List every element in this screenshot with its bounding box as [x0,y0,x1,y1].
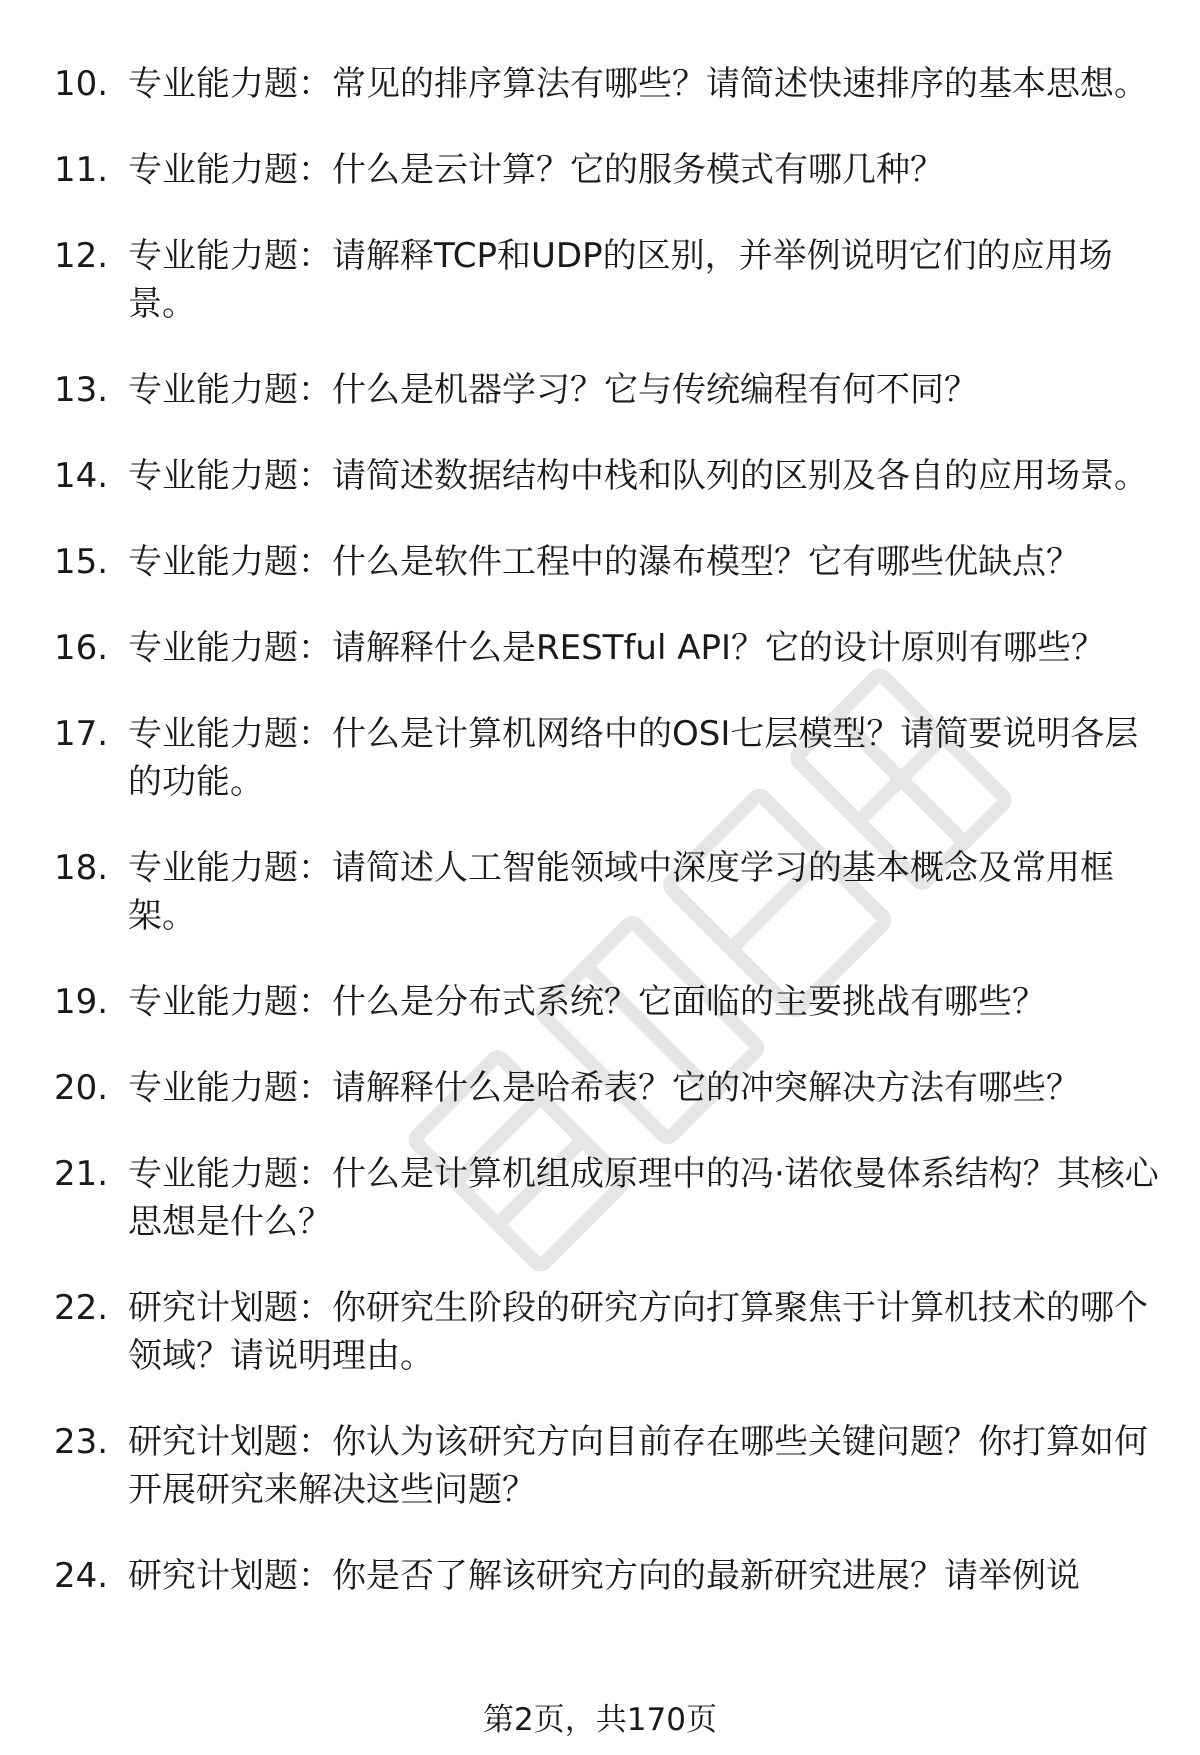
question-number: 21. [54,1154,109,1194]
list-item [54,844,1164,940]
question-number: 19. [54,982,109,1022]
question-text: 专业能力题：请解释什么是哈希表？它的冲突解决方法有哪些？ [128,1068,1080,1108]
list-item [54,1064,1164,1112]
question-number: 17. [54,714,109,754]
list-item [54,710,1164,806]
question-text: 专业能力题：什么是计算机网络中的OSI七层模型？请简要说明各层的功能。 [128,714,1139,802]
question-list [54,60,1164,1638]
question-text: 专业能力题：什么是云计算？它的服务模式有哪几种？ [128,150,944,190]
list-item [54,978,1164,1026]
question-number: 20. [54,1068,109,1108]
question-number: 12. [54,236,109,276]
question-number: 13. [54,370,109,410]
question-number: 15. [54,542,109,582]
question-text: 专业能力题：请简述数据结构中栈和队列的区别及各自的应用场景。 [128,456,1148,496]
list-item [54,366,1164,414]
question-text: 专业能力题：什么是计算机组成原理中的冯·诺依曼体系结构？其核心思想是什么？ [128,1154,1159,1242]
list-item [54,538,1164,586]
question-text: 专业能力题：什么是软件工程中的瀑布模型？它有哪些优缺点？ [128,542,1080,582]
list-item [54,146,1164,194]
question-number: 24. [54,1556,109,1596]
list-item [54,1150,1164,1246]
question-number: 11. [54,150,109,190]
list-item [54,452,1164,500]
question-number: 16. [54,628,109,668]
question-text: 研究计划题：你是否了解该研究方向的最新研究进展？请举例说 [128,1556,1080,1596]
question-number: 22. [54,1288,109,1328]
question-text: 专业能力题：常见的排序算法有哪些？请简述快速排序的基本思想。 [128,64,1148,104]
question-number: 23. [54,1422,109,1462]
question-text: 专业能力题：什么是分布式系统？它面临的主要挑战有哪些？ [128,982,1046,1022]
question-text: 研究计划题：你认为该研究方向目前存在哪些关键问题？你打算如何开展研究来解决这些问题？ [128,1422,1148,1510]
question-text: 专业能力题：请简述人工智能领域中深度学习的基本概念及常用框架。 [128,848,1114,936]
question-text: 研究计划题：你研究生阶段的研究方向打算聚焦于计算机技术的哪个领域？请说明理由。 [128,1288,1148,1376]
list-item [54,232,1164,328]
page-number-footer: 第2页，共170页 [483,1702,717,1738]
question-text: 专业能力题：什么是机器学习？它与传统编程有何不同？ [128,370,978,410]
list-item [54,60,1164,108]
question-text: 专业能力题：请解释什么是RESTful API？它的设计原则有哪些？ [128,628,1106,668]
question-number: 10. [54,64,109,104]
list-item [54,624,1164,672]
question-number: 18. [54,848,109,888]
list-item [54,1552,1164,1600]
list-item [54,1418,1164,1514]
question-number: 14. [54,456,109,496]
list-item [54,1284,1164,1380]
question-text: 专业能力题：请解释TCP和UDP的区别，并举例说明它们的应用场景。 [128,236,1113,324]
